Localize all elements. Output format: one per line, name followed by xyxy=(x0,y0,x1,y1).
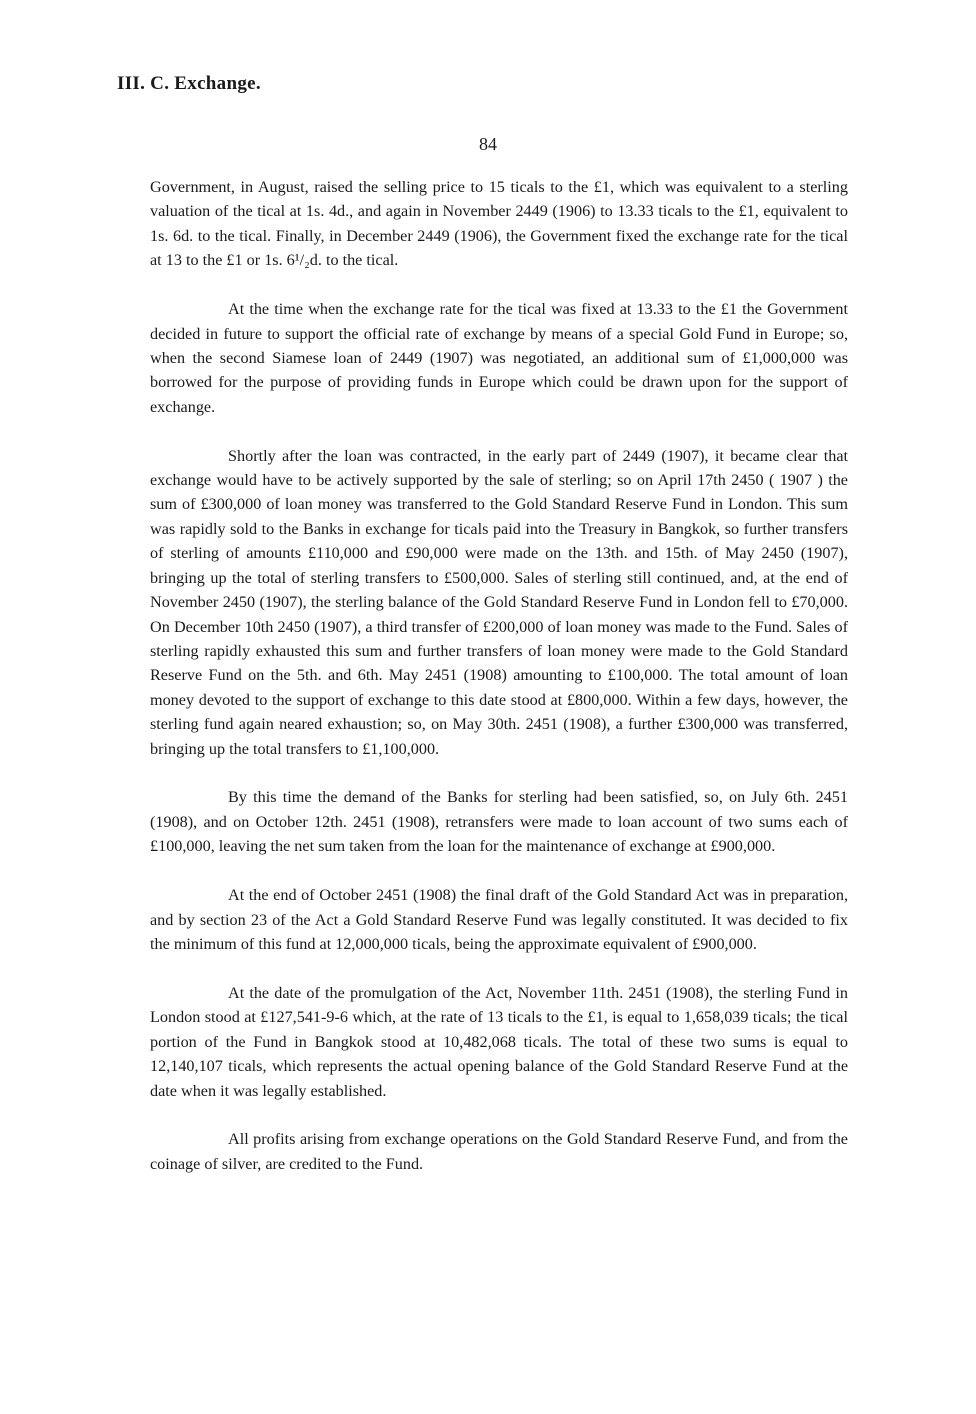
paragraph-opening-balance: At the date of the promulgation of the Act, November 11th. 2451 (1908), the sterling Fund in London stood at £127,541-9-6 which, at the rate of 13 ticals to the £1, is equal to 1,658,039 ticals; the tical portion of the Fund in Bangkok stood at 10,482,068 ticals. The total of these two sums is equal to 12,140,107 ticals, which represents the actual opening balance of the Gold Standard Reserve Fund at the date when it was legally established. xyxy=(150,983,848,1100)
paragraph-gold-fund: At the time when the exchange rate for the tical was fixed at 13.33 to the £1 the Government decided in future to support the official rate of exchange by means of a special Gold Fund in Europe; so, when the second Siamese loan of 2449 (1907) was negotiated, an additional sum of £1,000,000 was borrowed for the purpose of providing funds in Europe which could be drawn upon for the support of exchange. xyxy=(150,300,848,416)
paragraph-sterling-transfers: Shortly after the loan was contracted, in the early part of 2449 (1907), it became clear that exchange would have to be actively supported by the sale of sterling; so on April 17th 2450 ( 1907 ) the sum of £300,000 of loan money was transferred to the Gold Standard Reserve Fund in London. This sum was rapidly sold to the Banks in exchange for ticals paid into the Treasury in Bangkok, so further transfers of sterling of amounts £110,000 and £90,000 were made on the 13th. and 15th. of May 2450 (1907), bringing up the total of sterling transfers to £500,000. Sales of sterling still continued, and, at the end of November 2450 (1907), the sterling balance of the Gold Standard Reserve Fund in London fell to £70,000. On December 10th 2450 (1907), a third transfer of £200,000 of loan money was made to the Fund. Sales of sterling rapidly exhausted this sum and further transfers of loan money were made to the Gold Standard Reserve Fund on the 5th. and 6th. May 2451 (1908) amounting to £100,000. The total amount of loan money devoted to the support of exchange to this date stood at £800,000. Within a few days, however, the sterling fund again neared exhaustion; so, on May 30th. 2451 (1908), a further £300,000 was transferred, bringing up the total transfers to £1,100,000. xyxy=(150,446,848,758)
paragraph-gold-standard-act: At the end of October 2451 (1908) the final draft of the Gold Standard Act was in preparation, and by section 23 of the Act a Gold Standard Reserve Fund was legally constituted. It was decided to fix the minimum of this fund at 12,000,000 ticals, being the approximate equivalent of £900,000. xyxy=(150,886,848,953)
section-heading: III. C. Exchange. xyxy=(117,73,261,94)
page-number: 84 xyxy=(479,134,497,154)
paragraph-profits: All profits arising from exchange operations on the Gold Standard Reserve Fund, and from the coinage of silver, are credited to the Fund. xyxy=(150,1130,848,1173)
paragraph-retransfers: By this time the demand of the Banks for sterling had been satisfied, so, on July 6th. 2451 (1908), and on October 12th. 2451 (1908), retransfers were made to loan account of two sums each of £100,000, leaving the net sum taken from the loan for the maintenance of exchange at £900,000. xyxy=(150,788,848,856)
paragraph-continuation: Government, in August, raised the selling price to 15 ticals to the £1, which was equivalent to a sterling valuation of the tical at 1s. 4d., and again in November 2449 (1906) to 13.33 ticals to the £1, equivalent to 1s. 6d. to the tical. Finally, in December 2449 (1906), the Government fixed the exchange rate for the tical at 13 to the £1 or 1s. 6¹/₂d. to the tical. xyxy=(150,178,848,270)
body-text xyxy=(150,175,848,1201)
